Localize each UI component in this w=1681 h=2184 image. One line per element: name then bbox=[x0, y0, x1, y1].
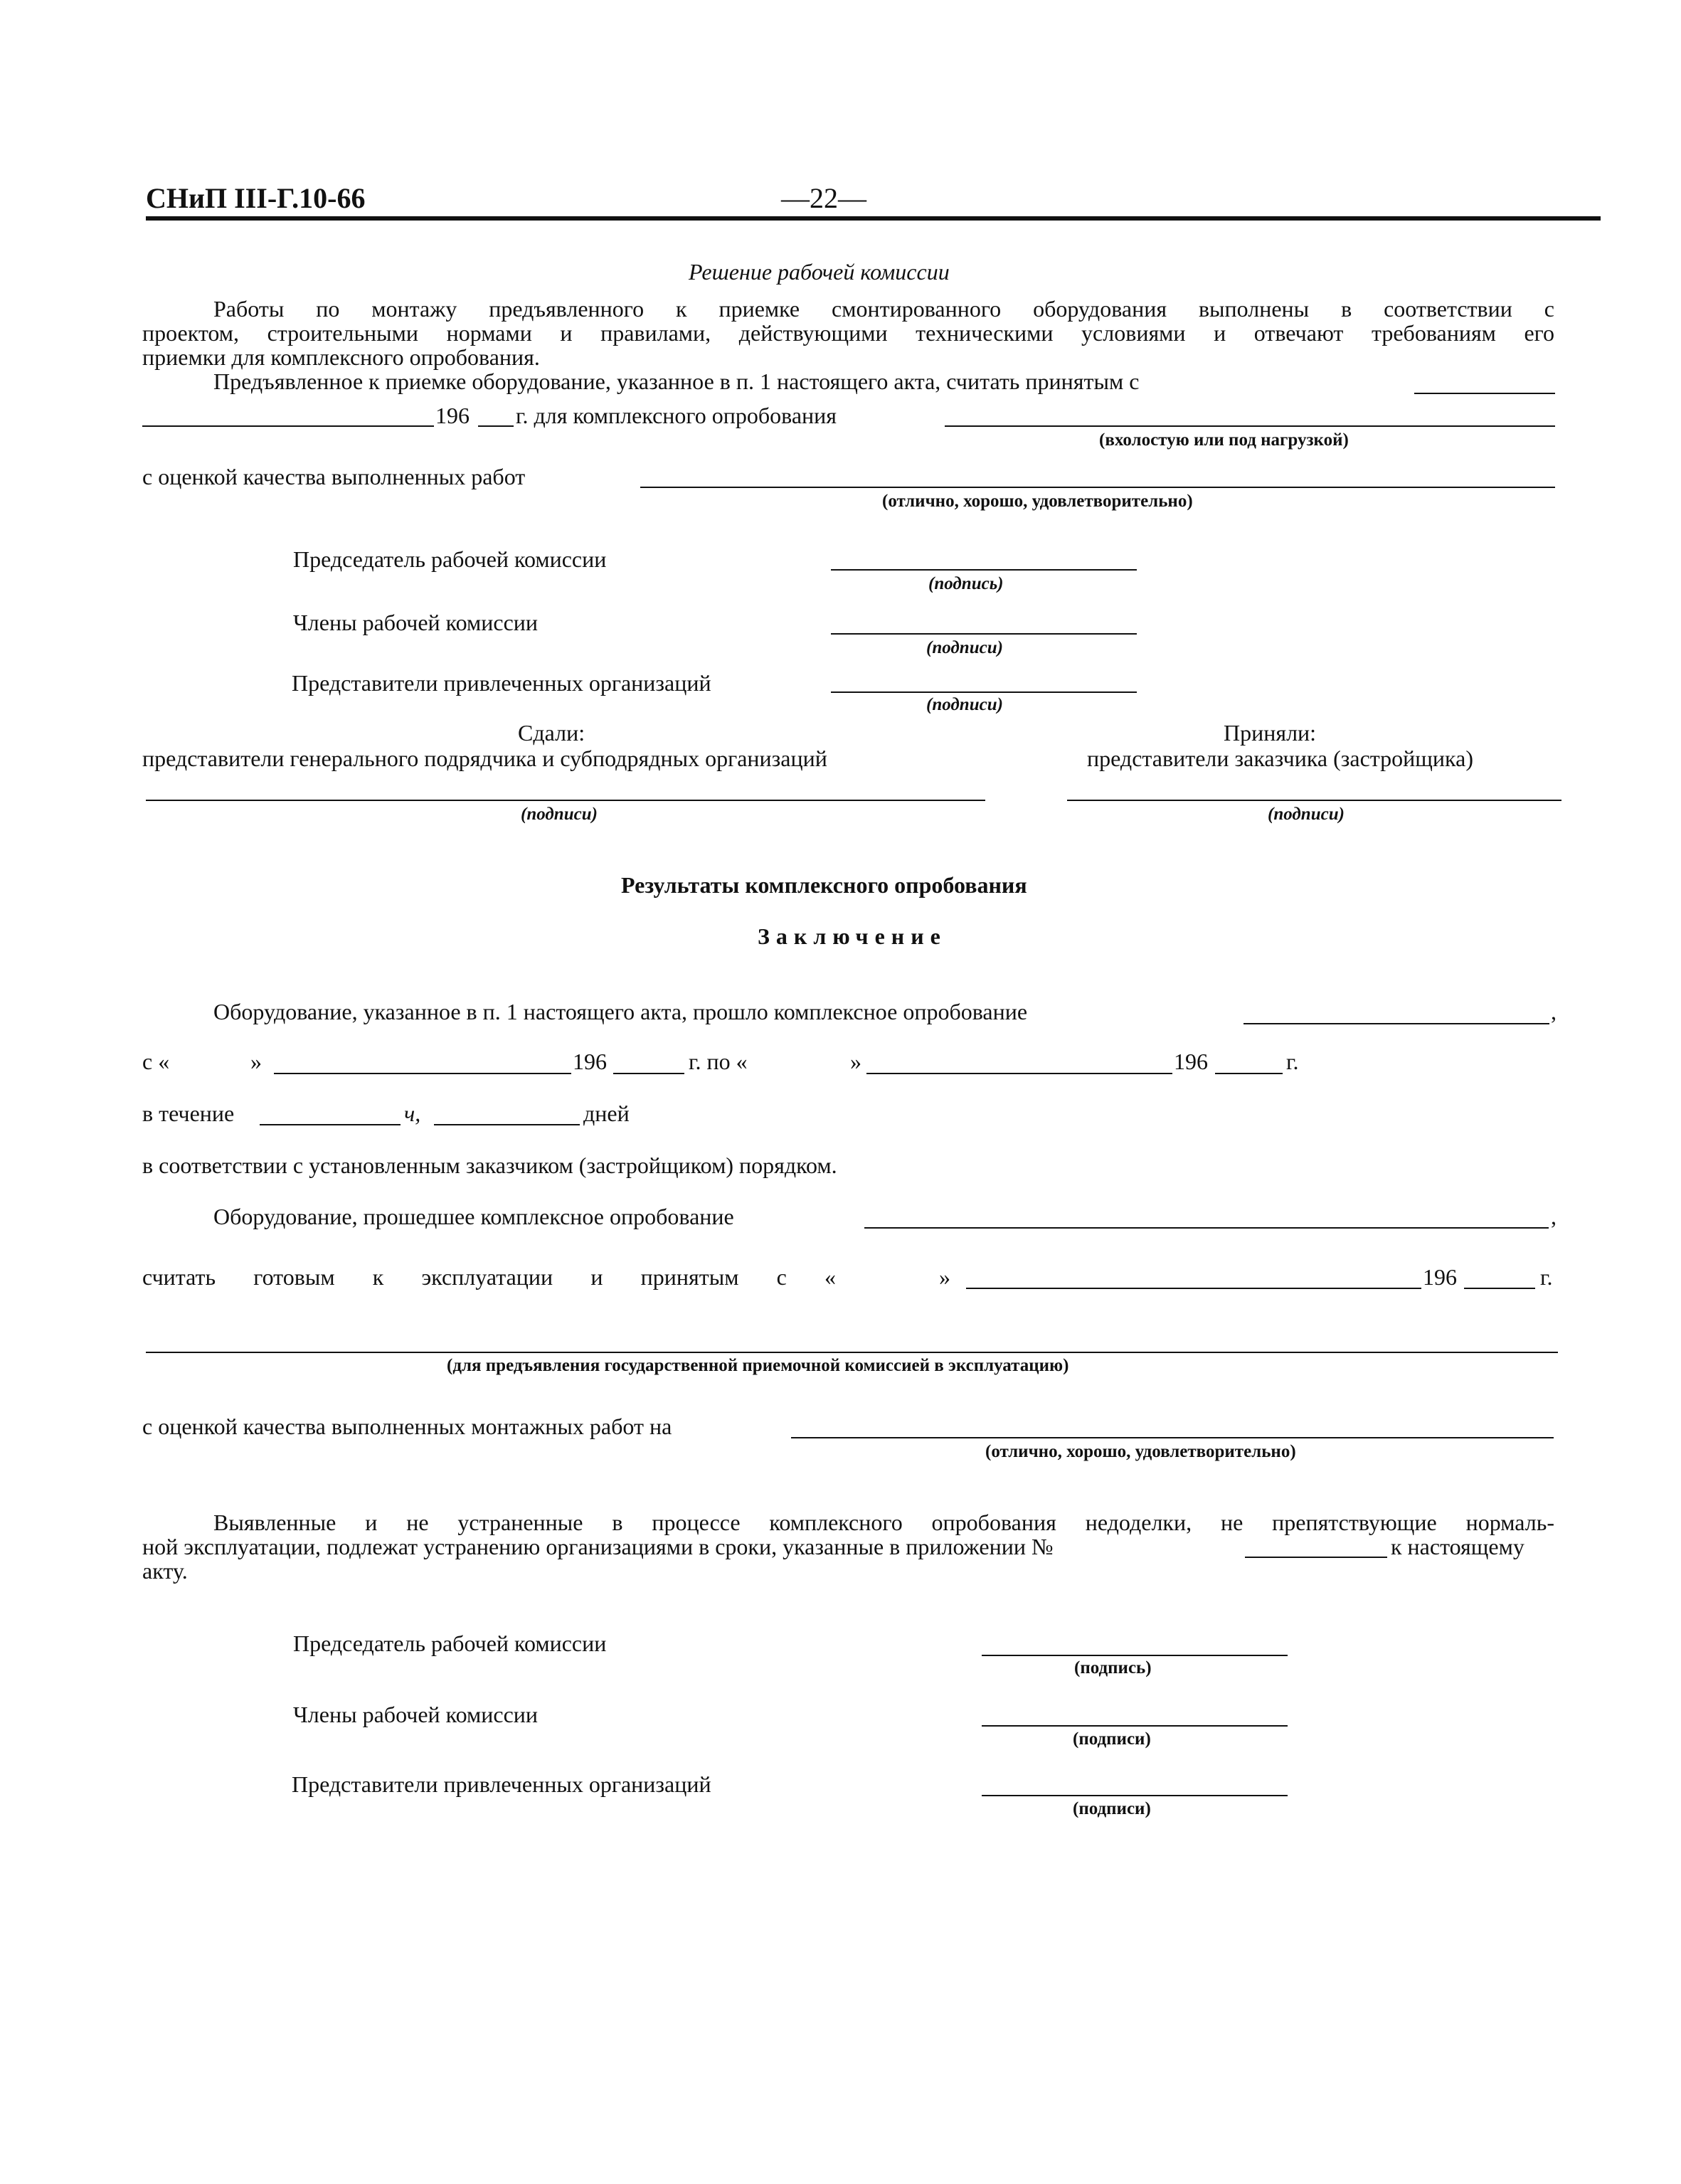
results-line1-field bbox=[1243, 1023, 1549, 1024]
took-title: Приняли: bbox=[1224, 720, 1317, 746]
sig1-reps-label: Представители привлеченных организаций bbox=[292, 670, 711, 696]
header-rule bbox=[146, 216, 1601, 221]
sig2-members-caption: (подписи) bbox=[1073, 1729, 1151, 1749]
defects-line2a: ной эксплуатации, подлежат устранению организациями в сроки, указанные в приложении № bbox=[142, 1534, 1054, 1559]
ready-equipment-comma: , bbox=[1551, 1204, 1557, 1229]
sig2-chairman-caption: (подпись) bbox=[1074, 1658, 1152, 1677]
during-label: в течение bbox=[142, 1101, 235, 1126]
quality-field bbox=[640, 487, 1555, 488]
decision-para1-line2: проектом, строительными нормами и правилами, действующими техническими условиями и отвечают требованиям его bbox=[142, 320, 1554, 346]
sig2-reps-line bbox=[982, 1795, 1288, 1796]
from-year-field bbox=[613, 1073, 684, 1074]
conclusion-title: Заключение bbox=[758, 923, 947, 949]
results-title: Результаты комплексного опробования bbox=[621, 872, 1027, 898]
to-quote-close: » bbox=[850, 1049, 861, 1074]
from-quote-close: » bbox=[250, 1049, 262, 1074]
to-year-field bbox=[1215, 1073, 1283, 1074]
accept-date-field bbox=[1414, 393, 1555, 394]
to-label: г. по « bbox=[689, 1049, 748, 1074]
sig1-chairman-line bbox=[831, 569, 1137, 571]
took-signature-line bbox=[1067, 800, 1561, 801]
gave-caption: (подписи) bbox=[521, 805, 598, 824]
appendix-number-field bbox=[1245, 1557, 1387, 1558]
decision-para1-line1: Работы по монтажу предъявленного к приемке смонтированного оборудования выполнены в соответствии с bbox=[213, 296, 1554, 322]
decision-para2-line1: Предъявленное к приемке оборудование, указанное в п. 1 настоящего акта, считать принятым с bbox=[213, 369, 1140, 394]
to-g: г. bbox=[1286, 1049, 1299, 1074]
hours-field bbox=[260, 1124, 401, 1125]
mount-quality-caption: (отлично, хорошо, удовлетворительно) bbox=[985, 1442, 1296, 1461]
quality-caption: (отлично, хорошо, удовлетворительно) bbox=[882, 492, 1193, 511]
sig2-chairman-label: Председатель рабочей комиссии bbox=[293, 1631, 607, 1656]
gave-title: Сдали: bbox=[518, 720, 585, 746]
document-code: СНиП III-Г.10-66 bbox=[146, 182, 366, 214]
to-year: 196 bbox=[1174, 1049, 1208, 1074]
gave-subtitle: представители генерального подрядчика и субподрядных организаций bbox=[142, 746, 827, 771]
state-commission-field bbox=[146, 1352, 1558, 1353]
sig2-reps-label: Представители привлеченных организаций bbox=[292, 1771, 711, 1797]
sig1-members-label: Члены рабочей комиссии bbox=[293, 610, 539, 635]
sig2-chairman-line bbox=[982, 1655, 1288, 1656]
sig2-members-label: Члены рабочей комиссии bbox=[293, 1702, 539, 1727]
accept-date-field-2 bbox=[142, 425, 434, 427]
took-caption: (подписи) bbox=[1268, 805, 1345, 824]
quality-label: с оценкой качества выполненных работ bbox=[142, 464, 526, 489]
sig1-reps-caption: (подписи) bbox=[926, 695, 1003, 714]
mount-quality-label: с оценкой качества выполненных монтажных работ на bbox=[142, 1414, 672, 1439]
ready-g: г. bbox=[1540, 1264, 1553, 1290]
from-year: 196 bbox=[573, 1049, 607, 1074]
ready-equipment-field bbox=[864, 1227, 1549, 1229]
ready-year: 196 bbox=[1423, 1264, 1457, 1290]
mount-quality-field bbox=[791, 1437, 1554, 1438]
gave-signature-line bbox=[146, 800, 985, 801]
state-commission-caption: (для предъявления государственной приемочной комиссией в эксплуатацию) bbox=[447, 1356, 1069, 1375]
to-date-field bbox=[866, 1073, 1172, 1074]
year-suffix-field bbox=[478, 425, 514, 427]
results-line1-comma: , bbox=[1551, 999, 1557, 1024]
ready-year-field bbox=[1464, 1288, 1535, 1289]
defects-line2b: к настоящему bbox=[1391, 1534, 1524, 1559]
from-label: с « bbox=[142, 1049, 170, 1074]
mode-caption: (вхолостую или под нагрузкой) bbox=[1099, 430, 1349, 450]
sig1-reps-line bbox=[831, 691, 1137, 693]
results-line1: Оборудование, указанное в п. 1 настоящего акта, прошло комплексное опробование bbox=[213, 999, 1028, 1024]
ready-date-field bbox=[966, 1288, 1421, 1289]
sig1-members-caption: (подписи) bbox=[926, 638, 1003, 657]
ready-equipment-line: Оборудование, прошедшее комплексное опробование bbox=[213, 1204, 734, 1229]
decision-para1-line3: приемки для комплексного опробования. bbox=[142, 344, 540, 370]
sig2-reps-caption: (подписи) bbox=[1073, 1799, 1151, 1818]
sig1-members-line bbox=[831, 633, 1137, 635]
decision-title: Решение рабочей комиссии bbox=[689, 259, 950, 285]
hours-label: ч, bbox=[404, 1101, 421, 1126]
days-label: дней bbox=[583, 1101, 630, 1126]
year-prefix: 196 bbox=[435, 403, 470, 428]
page-number: —22— bbox=[781, 182, 866, 214]
mode-field bbox=[945, 425, 1555, 427]
ready-quote-close: » bbox=[939, 1264, 950, 1290]
took-subtitle: представители заказчика (застройщика) bbox=[1087, 746, 1473, 771]
decision-para2-line2: г. для комплексного опробования bbox=[516, 403, 837, 428]
from-date-field bbox=[274, 1073, 571, 1074]
ready-label: считать готовым к эксплуатации и принятым с « bbox=[142, 1264, 836, 1290]
days-field bbox=[434, 1124, 580, 1125]
sig2-members-line bbox=[982, 1725, 1288, 1727]
sig1-chairman-caption: (подпись) bbox=[928, 574, 1004, 593]
sig1-chairman-label: Председатель рабочей комиссии bbox=[293, 546, 607, 572]
defects-line1: Выявленные и не устраненные в процессе комплексного опробования недоделки, не препятствующие нормаль- bbox=[213, 1510, 1554, 1535]
order-line: в соответствии с установленным заказчиком (застройщиком) порядком. bbox=[142, 1152, 837, 1178]
defects-line3: акту. bbox=[142, 1558, 188, 1584]
